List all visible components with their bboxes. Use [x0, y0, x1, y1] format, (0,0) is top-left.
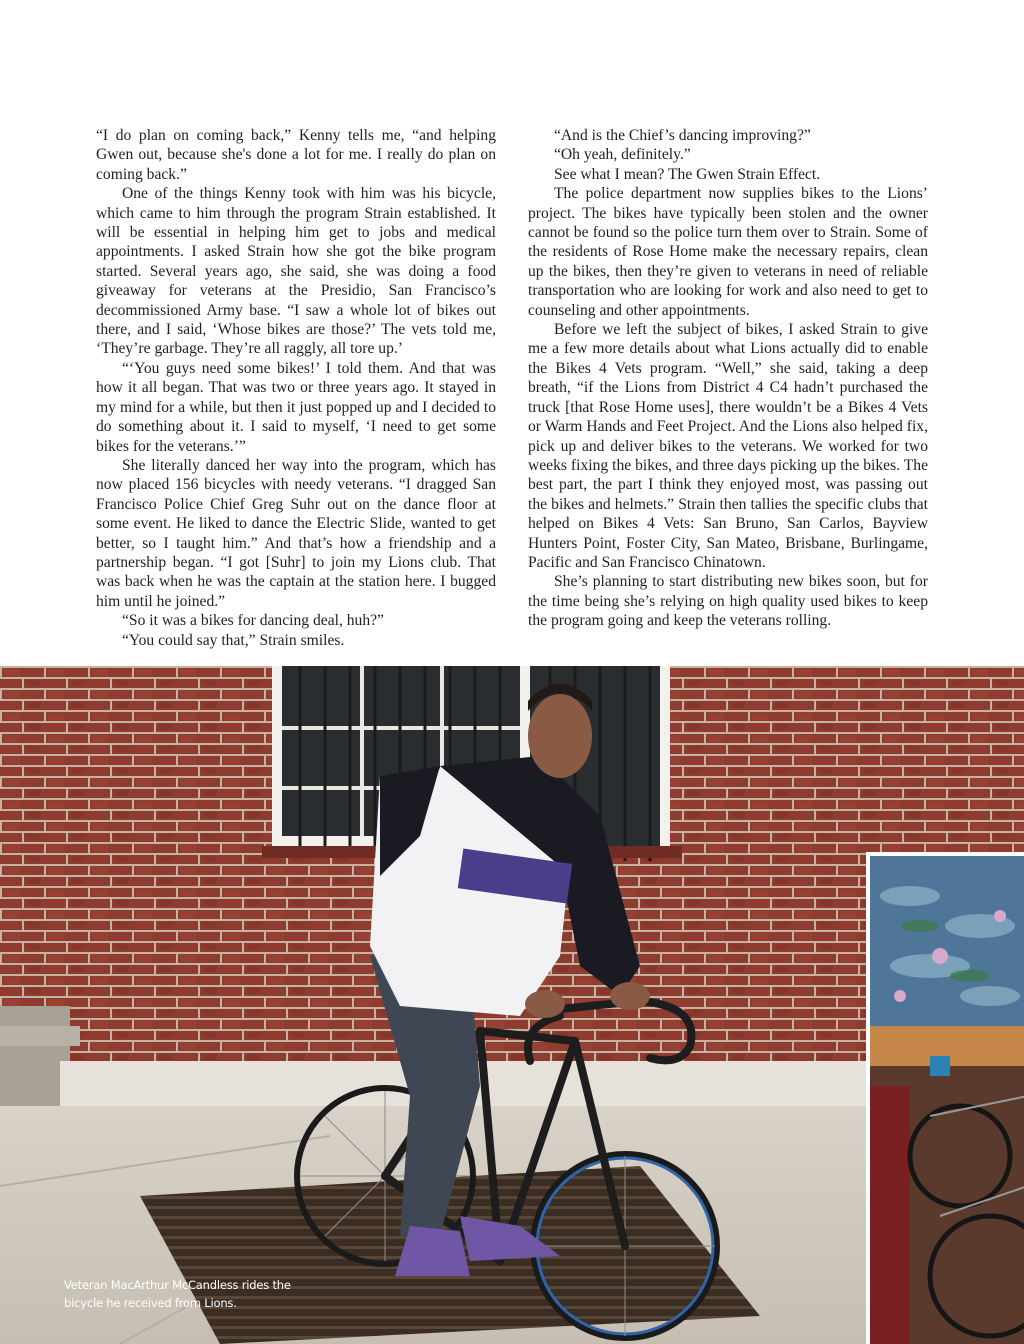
paragraph: “So it was a bikes for dancing deal, huh?” [122, 612, 384, 630]
paragraph: “Oh yeah, definitely.” [554, 146, 691, 164]
paragraph: She’s planning to start distributing new bikes soon, but for the time being she’s relying on high quality used bikes to keep the program going and keep the veterans rolling. [528, 573, 928, 630]
paragraph: “You could say that,” Strain smiles. [122, 631, 345, 649]
paragraph: Before we left the subject of bikes, I asked Strain to give me a few more details about what Lions actually did to enable the Bikes 4 Vets program. “Well,” she said, taking a deep breath, “if the Lions from District 4 C4 hadn’t purchased the truck [that Rose Home uses], there wouldn’t be a Bikes 4 Vets or Warm Hands and Feet Project. And the Lions also helped fix, pick up and deliver bikes to the veterans. We worked for two weeks fixing the bikes, and three days picking up the bikes. The best part, the part I think they enjoyed most, was passing out the bikes and helmets.” Strain then tallies the specific clubs that helped on Bikes 4 Vets: San Bruno, San Carlos, Bayview Hunters Point, Foster City, San Mateo, Brisbane, Burlingame, Pacific and San Francisco Chinatown. [528, 321, 928, 571]
paragraph: She literally danced her way into the program, which has now placed 156 bicycles with needy veterans. “I dragged San Francisco Police Chief Greg Suhr out on the dance floor at some event. He liked to dance the Electric Slide, wanted to get better, so I taught him.” And that’s how a friendship and a partnership began. “I got [Suhr] to join my Lions club. That was back when he was the captain at the station here. I bugged him until he joined.” [96, 456, 496, 610]
paragraph: “‘You guys need some bikes!’ I told them. And that was how it all began. That was two or three years ago. It stayed in my mind for a while, but then it just popped up and I decided to do something about it. I said to myself, ‘I need to get some bikes for the veterans.’” [96, 359, 496, 455]
paragraph: “I do plan on coming back,” Kenny tells me, “and helping Gwen out, because she's done a lot for me. I really do plan on coming back.” [96, 127, 496, 183]
paragraph: “And is the Chief’s dancing improving?” [554, 127, 811, 144]
photo-caption: Veteran MacArthur McCandless rides the bicycle he received from Lions. [64, 1278, 291, 1310]
paragraph: The police department now supplies bikes to the Lions’ project. The bikes have typically been stolen and the owner cannot be found so the police turn them over to Strain. Some of the residents of Rose Home make the necessary repairs, clean up the bikes, then they’re given to veterans in need of reliable transportation who are looking for work and also need to get to counseling and other appointments. [528, 185, 928, 319]
article-column-right [528, 126, 928, 631]
inset-photo [866, 852, 1024, 1344]
paragraph: See what I mean? The Gwen Strain Effect. [554, 165, 821, 183]
article-column-left [96, 126, 496, 650]
paragraph: One of the things Kenny took with him was his bicycle, which came to him through the program Strain established. It will be essential in helping him get to jobs and medical appointments. I asked Strain how she got the bike program started. Several years ago, she said, she was doing a food giveaway for veterans at the Presidio, San Francisco’s decommissioned Army base. “I saw a whole lot of bikes out there, and I said, ‘Whose bikes are those?’ The vets told me, ‘They’re garbage. They’re all raggly, all tore up.’ [96, 185, 496, 358]
